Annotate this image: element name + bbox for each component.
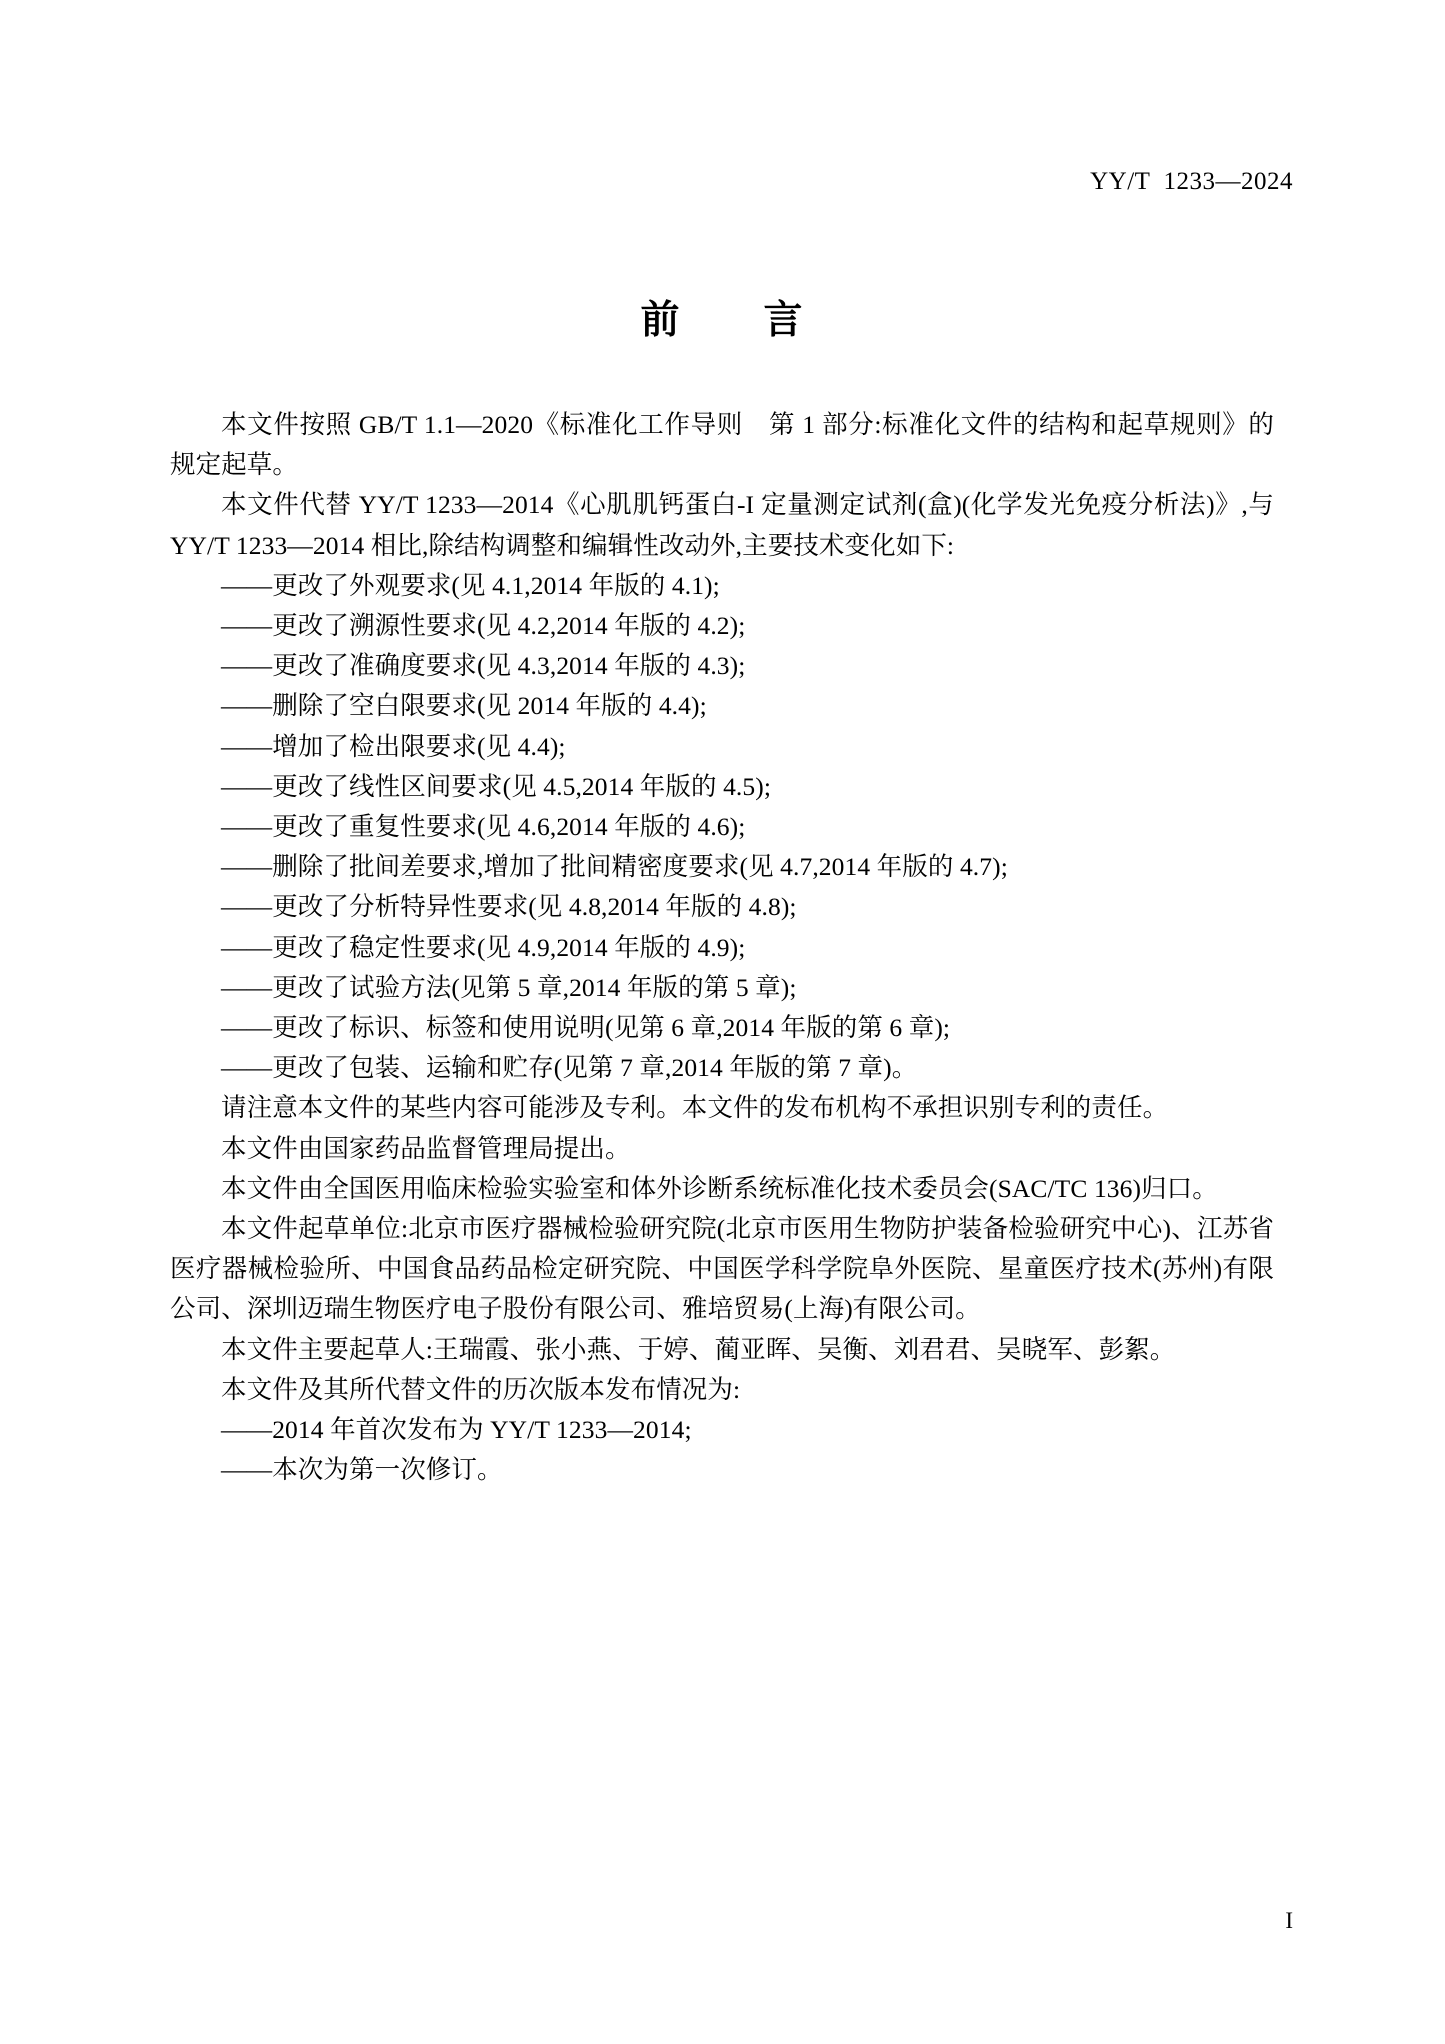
change-item: ——增加了检出限要求(见 4.4);: [221, 731, 566, 761]
paragraph-patent-notice: 请注意本文件的某些内容可能涉及专利。本文件的发布机构不承担识别专利的责任。: [221, 1093, 1169, 1123]
change-item: ——删除了批间差要求,增加了批间精密度要求(见 4.7,2014 年版的 4.7);: [221, 852, 1008, 882]
change-item: ——更改了分析特异性要求(见 4.8,2014 年版的 4.8);: [221, 892, 797, 922]
change-item: ——更改了稳定性要求(见 4.9,2014 年版的 4.9);: [221, 932, 746, 962]
paragraph-replaces: 本文件代替 YY/T 1233—2014《心肌肌钙蛋白-I 定量测定试剂(盒)(化学发光免疫分析法)》,与 YY/T 1233—2014 相比,除结构调整和编辑性改动外,主要技术变化如下:: [170, 490, 1274, 560]
foreword-body: [170, 405, 1274, 1490]
page-number: I: [1285, 1908, 1293, 1933]
paragraph-main-drafters: 本文件主要起草人:王瑞霞、张小燕、于婷、蔺亚晖、吴衡、刘君君、吴晓军、彭絮。: [221, 1334, 1176, 1364]
standard-number: YY/T 1233—2024: [1090, 168, 1293, 195]
paragraph-basis: 本文件按照 GB/T 1.1—2020《标准化工作导则 第 1 部分:标准化文件的结构和起草规则》的规定起草。: [170, 410, 1274, 480]
paragraph-drafting-units: 本文件起草单位:北京市医疗器械检验研究院(北京市医用生物防护装备检验研究中心)、江苏省医疗器械检验所、中国食品药品检定研究院、中国医学科学院阜外医院、星童医疗技术(苏州)有限公司、深圳迈瑞生物医疗电子股份有限公司、雅培贸易(上海)有限公司。: [170, 1214, 1274, 1324]
paragraph-proposer: 本文件由国家药品监督管理局提出。: [221, 1133, 631, 1163]
page-footer: [152, 1908, 1293, 1934]
change-item: ——更改了标识、标签和使用说明(见第 6 章,2014 年版的第 6 章);: [221, 1013, 951, 1043]
change-item: ——更改了外观要求(见 4.1,2014 年版的 4.1);: [221, 570, 720, 600]
version-item: ——本次为第一次修订。: [221, 1455, 503, 1485]
page-header: [152, 168, 1293, 200]
change-item: ——更改了包装、运输和贮存(见第 7 章,2014 年版的第 7 章)。: [221, 1053, 918, 1083]
change-item: ——更改了试验方法(见第 5 章,2014 年版的第 5 章);: [221, 972, 797, 1002]
change-item: ——删除了空白限要求(见 2014 年版的 4.4);: [221, 691, 707, 721]
change-item: ——更改了溯源性要求(见 4.2,2014 年版的 4.2);: [221, 611, 746, 641]
paragraph-versions-intro: 本文件及其所代替文件的历次版本发布情况为:: [221, 1374, 741, 1404]
paragraph-committee: 本文件由全国医用临床检验实验室和体外诊断系统标准化技术委员会(SAC/TC 136)归口。: [221, 1173, 1218, 1203]
page-title: 前 言: [640, 298, 805, 343]
change-item: ——更改了准确度要求(见 4.3,2014 年版的 4.3);: [221, 651, 746, 681]
change-item: ——更改了重复性要求(见 4.6,2014 年版的 4.6);: [221, 812, 746, 842]
version-item: ——2014 年首次发布为 YY/T 1233—2014;: [221, 1415, 692, 1445]
change-item: ——更改了线性区间要求(见 4.5,2014 年版的 4.5);: [221, 771, 772, 801]
